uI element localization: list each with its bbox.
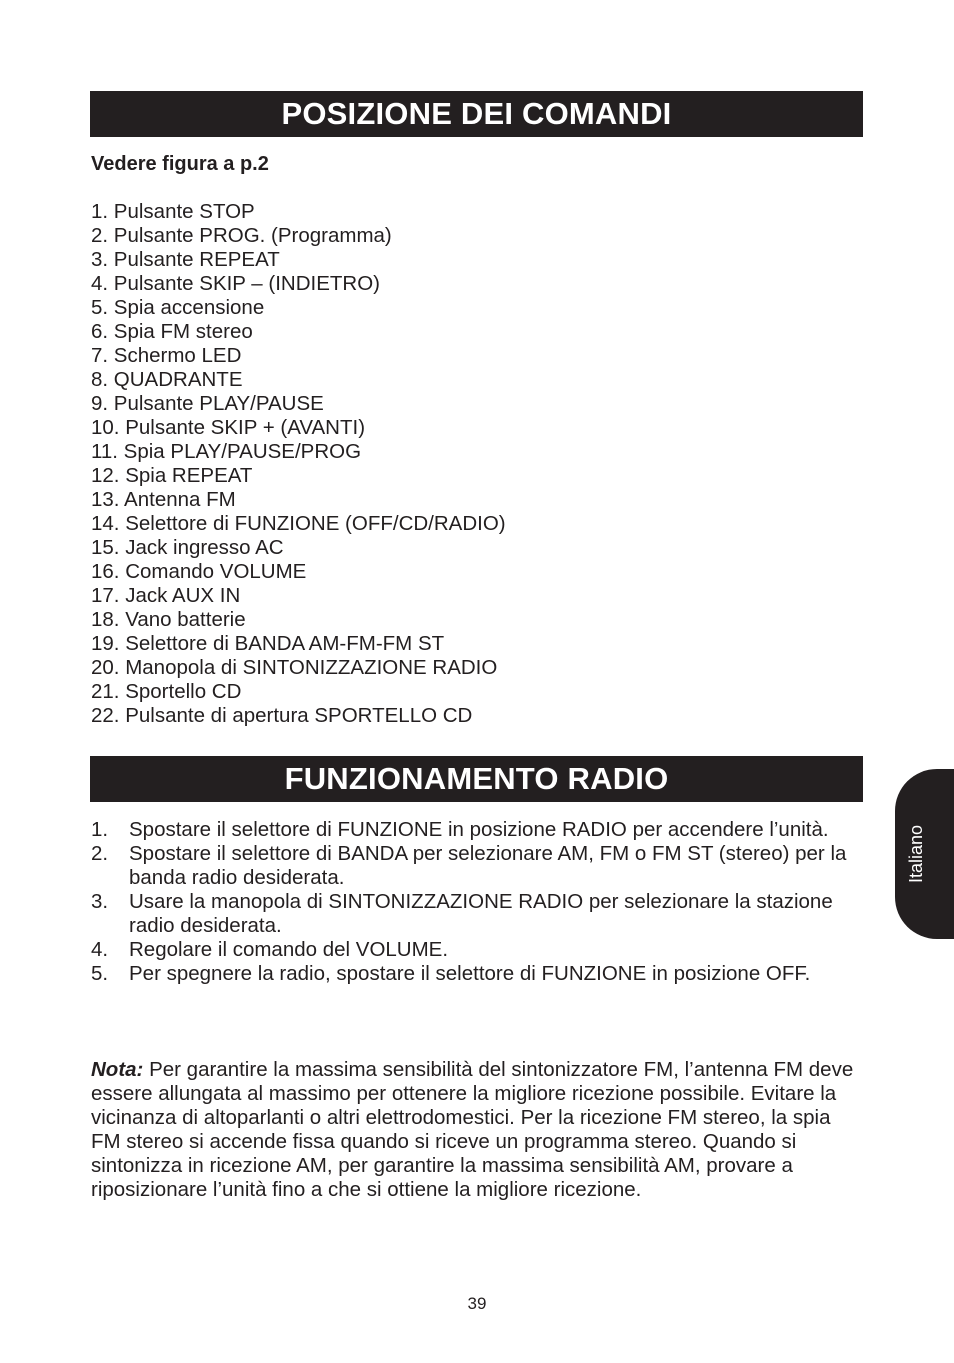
step-text: Spostare il selettore di BANDA per selezionare AM, FM o FM ST (stereo) per la banda radio desiderata. [129,842,847,889]
list-item: 19. Selettore di BANDA AM-FM-FM ST [91,632,445,655]
list-item: 3. Pulsante REPEAT [91,248,280,271]
list-item: 22. Pulsante di apertura SPORTELLO CD [91,704,473,727]
list-item: 12. Spia REPEAT [91,464,253,487]
step-text: Regolare il comando del VOLUME. [129,938,449,961]
list-item: 20. Manopola di SINTONIZZAZIONE RADIO [91,656,498,679]
language-tab-label: Italiano [906,824,926,884]
list-item: 2. Pulsante PROG. (Programma) [91,224,392,247]
controls-list [91,200,506,728]
list-item: 7. Schermo LED [91,344,242,367]
list-item: 10. Pulsante SKIP + (AVANTI) [91,416,366,439]
list-item: 14. Selettore di FUNZIONE (OFF/CD/RADIO) [91,512,506,535]
step-text: Usare la manopola di SINTONIZZAZIONE RADIO per selezionare la stazione radio desiderata. [129,890,833,937]
note-label: Nota: [91,1058,144,1081]
step-text: Per spegnere la radio, spostare il selettore di FUNZIONE in posizione OFF. [129,962,811,985]
list-item: 15. Jack ingresso AC [91,536,284,559]
step-item [91,842,863,890]
list-item: 8. QUADRANTE [91,368,243,391]
step-number: 5. [91,962,109,985]
note-paragraph [91,1058,863,1202]
page-number: 39 [467,1294,487,1313]
step-number: 1. [91,818,109,841]
radio-steps-list [91,818,863,986]
step-item [91,938,863,962]
list-item: 1. Pulsante STOP [91,200,255,223]
step-item [91,818,863,842]
list-item: 16. Comando VOLUME [91,560,307,583]
list-item: 4. Pulsante SKIP – (INDIETRO) [91,272,381,295]
section-title-funzionamento-radio: FUNZIONAMENTO RADIO [90,756,863,802]
section-title-posizione-comandi: POSIZIONE DEI COMANDI [90,91,863,137]
list-item: 18. Vano batterie [91,608,246,631]
list-item: 11. Spia PLAY/PAUSE/PROG [91,440,362,463]
step-number: 3. [91,890,109,913]
list-item: 9. Pulsante PLAY/PAUSE [91,392,324,415]
note-text: Per garantire la massima sensibilità del sintonizzatore FM, l’antenna FM deve essere allungata al massimo per ottenere la migliore ricezione possibile. Evitare la vicinanza di altoparlanti o altri elettrodomestici. Per la ricezione FM stereo, la spia FM stereo si accende fissa quando si riceve un programma stereo. Quando si sintonizza in ricezione AM, per garantire la massima sensibilità AM, provare a riposizionare l’unità fino a che si ottiene la migliore ricezione. [91,1058,854,1201]
step-number: 4. [91,938,109,961]
list-item: 5. Spia accensione [91,296,265,319]
list-item: 6. Spia FM stereo [91,320,253,343]
step-number: 2. [91,842,109,865]
figure-reference: Vedere figura a p.2 [91,153,269,175]
list-item: 17. Jack AUX IN [91,584,241,607]
step-item [91,890,863,938]
list-item: 21. Sportello CD [91,680,242,703]
step-text: Spostare il selettore di FUNZIONE in posizione RADIO per accendere l’unità. [129,818,829,841]
step-item [91,962,863,986]
list-item: 13. Antenna FM [91,488,236,511]
